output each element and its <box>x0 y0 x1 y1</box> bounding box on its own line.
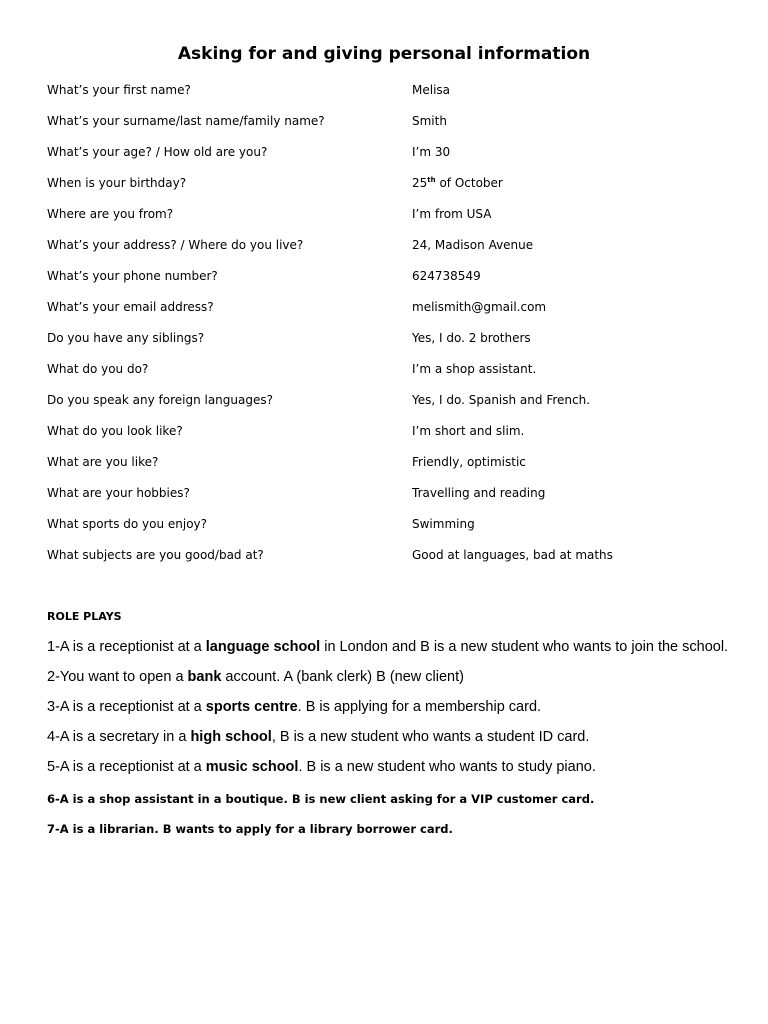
qa-row <box>47 266 727 297</box>
roleplays-heading: ROLE PLAYS <box>47 610 122 623</box>
roleplay-item <box>47 669 747 699</box>
roleplay-item <box>47 759 747 789</box>
qa-row <box>47 483 727 514</box>
roleplay-place: music school <box>205 759 299 775</box>
question-text: What are you like? <box>47 455 159 469</box>
roleplay-place: language school <box>205 639 321 655</box>
question-text: Do you have any siblings? <box>47 331 205 345</box>
roleplay-place: bank <box>187 669 222 685</box>
answer-text: Smith <box>412 114 447 128</box>
roleplay-text: . B is a new student who wants to study piano. <box>298 759 596 775</box>
qa-row <box>47 328 727 359</box>
answer-text: I’m 30 <box>412 145 451 159</box>
question-text: What sports do you enjoy? <box>47 517 208 531</box>
answer-text: I’m from USA <box>412 207 492 221</box>
roleplay-item <box>47 639 747 669</box>
answer-day: 25 <box>412 176 428 190</box>
answer-text: Yes, I do. 2 brothers <box>412 331 531 345</box>
qa-row <box>47 111 727 142</box>
roleplay-text: 1-A is a receptionist at a <box>47 639 206 655</box>
answer-text: Melisa <box>412 83 451 97</box>
document-title: Asking for and giving personal information <box>177 44 591 64</box>
question-text: What’s your first name? <box>47 83 191 97</box>
answer-text: melismith@gmail.com <box>412 300 547 314</box>
qa-row <box>47 204 727 235</box>
roleplay-place: sports centre <box>205 699 298 715</box>
answer-text: Friendly, optimistic <box>412 455 526 469</box>
answer-text: Swimming <box>412 517 475 531</box>
roleplay-item: 6-A is a shop assistant in a boutique. B is new client asking for a VIP customer card. <box>47 792 595 806</box>
question-text: What’s your surname/last name/family name? <box>47 114 325 128</box>
qa-row <box>47 173 727 204</box>
roleplay-item <box>47 729 747 759</box>
roleplay-text: in London and B is a new student who wants to join the school. <box>320 639 729 655</box>
answer-month: of October <box>435 176 503 190</box>
qa-row <box>47 545 727 576</box>
question-text: What do you look like? <box>47 424 183 438</box>
question-text: What subjects are you good/bad at? <box>47 548 264 562</box>
question-text: What’s your email address? <box>47 300 214 314</box>
roleplay-text: 5-A is a receptionist at a <box>47 759 206 775</box>
answer-text: 24, Madison Avenue <box>412 238 534 252</box>
answer-text: Good at languages, bad at maths <box>412 548 613 562</box>
question-text: What are your hobbies? <box>47 486 190 500</box>
question-text: What’s your age? / How old are you? <box>47 145 268 159</box>
question-text: What’s your phone number? <box>47 269 218 283</box>
answer-text: I’m short and slim. <box>412 424 525 438</box>
qa-row <box>47 80 727 111</box>
qa-row <box>47 421 727 452</box>
answer-text: I’m a shop assistant. <box>412 362 537 376</box>
roleplay-text: . B is applying for a membership card. <box>297 699 542 715</box>
roleplay-text: 2-You want to open a <box>47 669 188 685</box>
answer-text: Travelling and reading <box>412 486 546 500</box>
question-text: What do you do? <box>47 362 149 376</box>
roleplay-text: 4-A is a secretary in a <box>47 729 191 745</box>
roleplay-item <box>47 699 747 729</box>
roleplay-list <box>47 639 747 849</box>
question-text: What’s your address? / Where do you live? <box>47 238 304 252</box>
answer-text <box>412 176 503 190</box>
answer-ordinal-suffix: th <box>427 176 436 184</box>
roleplay-place: high school <box>190 729 272 745</box>
answer-text: 624738549 <box>412 269 481 283</box>
qa-row <box>47 452 727 483</box>
question-text: Where are you from? <box>47 207 174 221</box>
question-text: Do you speak any foreign languages? <box>47 393 273 407</box>
qa-row <box>47 359 727 390</box>
qa-row <box>47 142 727 173</box>
question-text: When is your birthday? <box>47 176 187 190</box>
roleplay-text: account. A (bank clerk) B (new client) <box>221 669 464 685</box>
qa-row <box>47 390 727 421</box>
qa-row <box>47 297 727 328</box>
roleplay-text: 3-A is a receptionist at a <box>47 699 206 715</box>
qa-row <box>47 514 727 545</box>
roleplay-text: , B is a new student who wants a student ID card. <box>271 729 590 745</box>
roleplay-item: 7-A is a librarian. B wants to apply for a library borrower card. <box>47 822 453 836</box>
qa-row <box>47 235 727 266</box>
qa-list <box>47 80 727 576</box>
answer-text: Yes, I do. Spanish and French. <box>412 393 591 407</box>
